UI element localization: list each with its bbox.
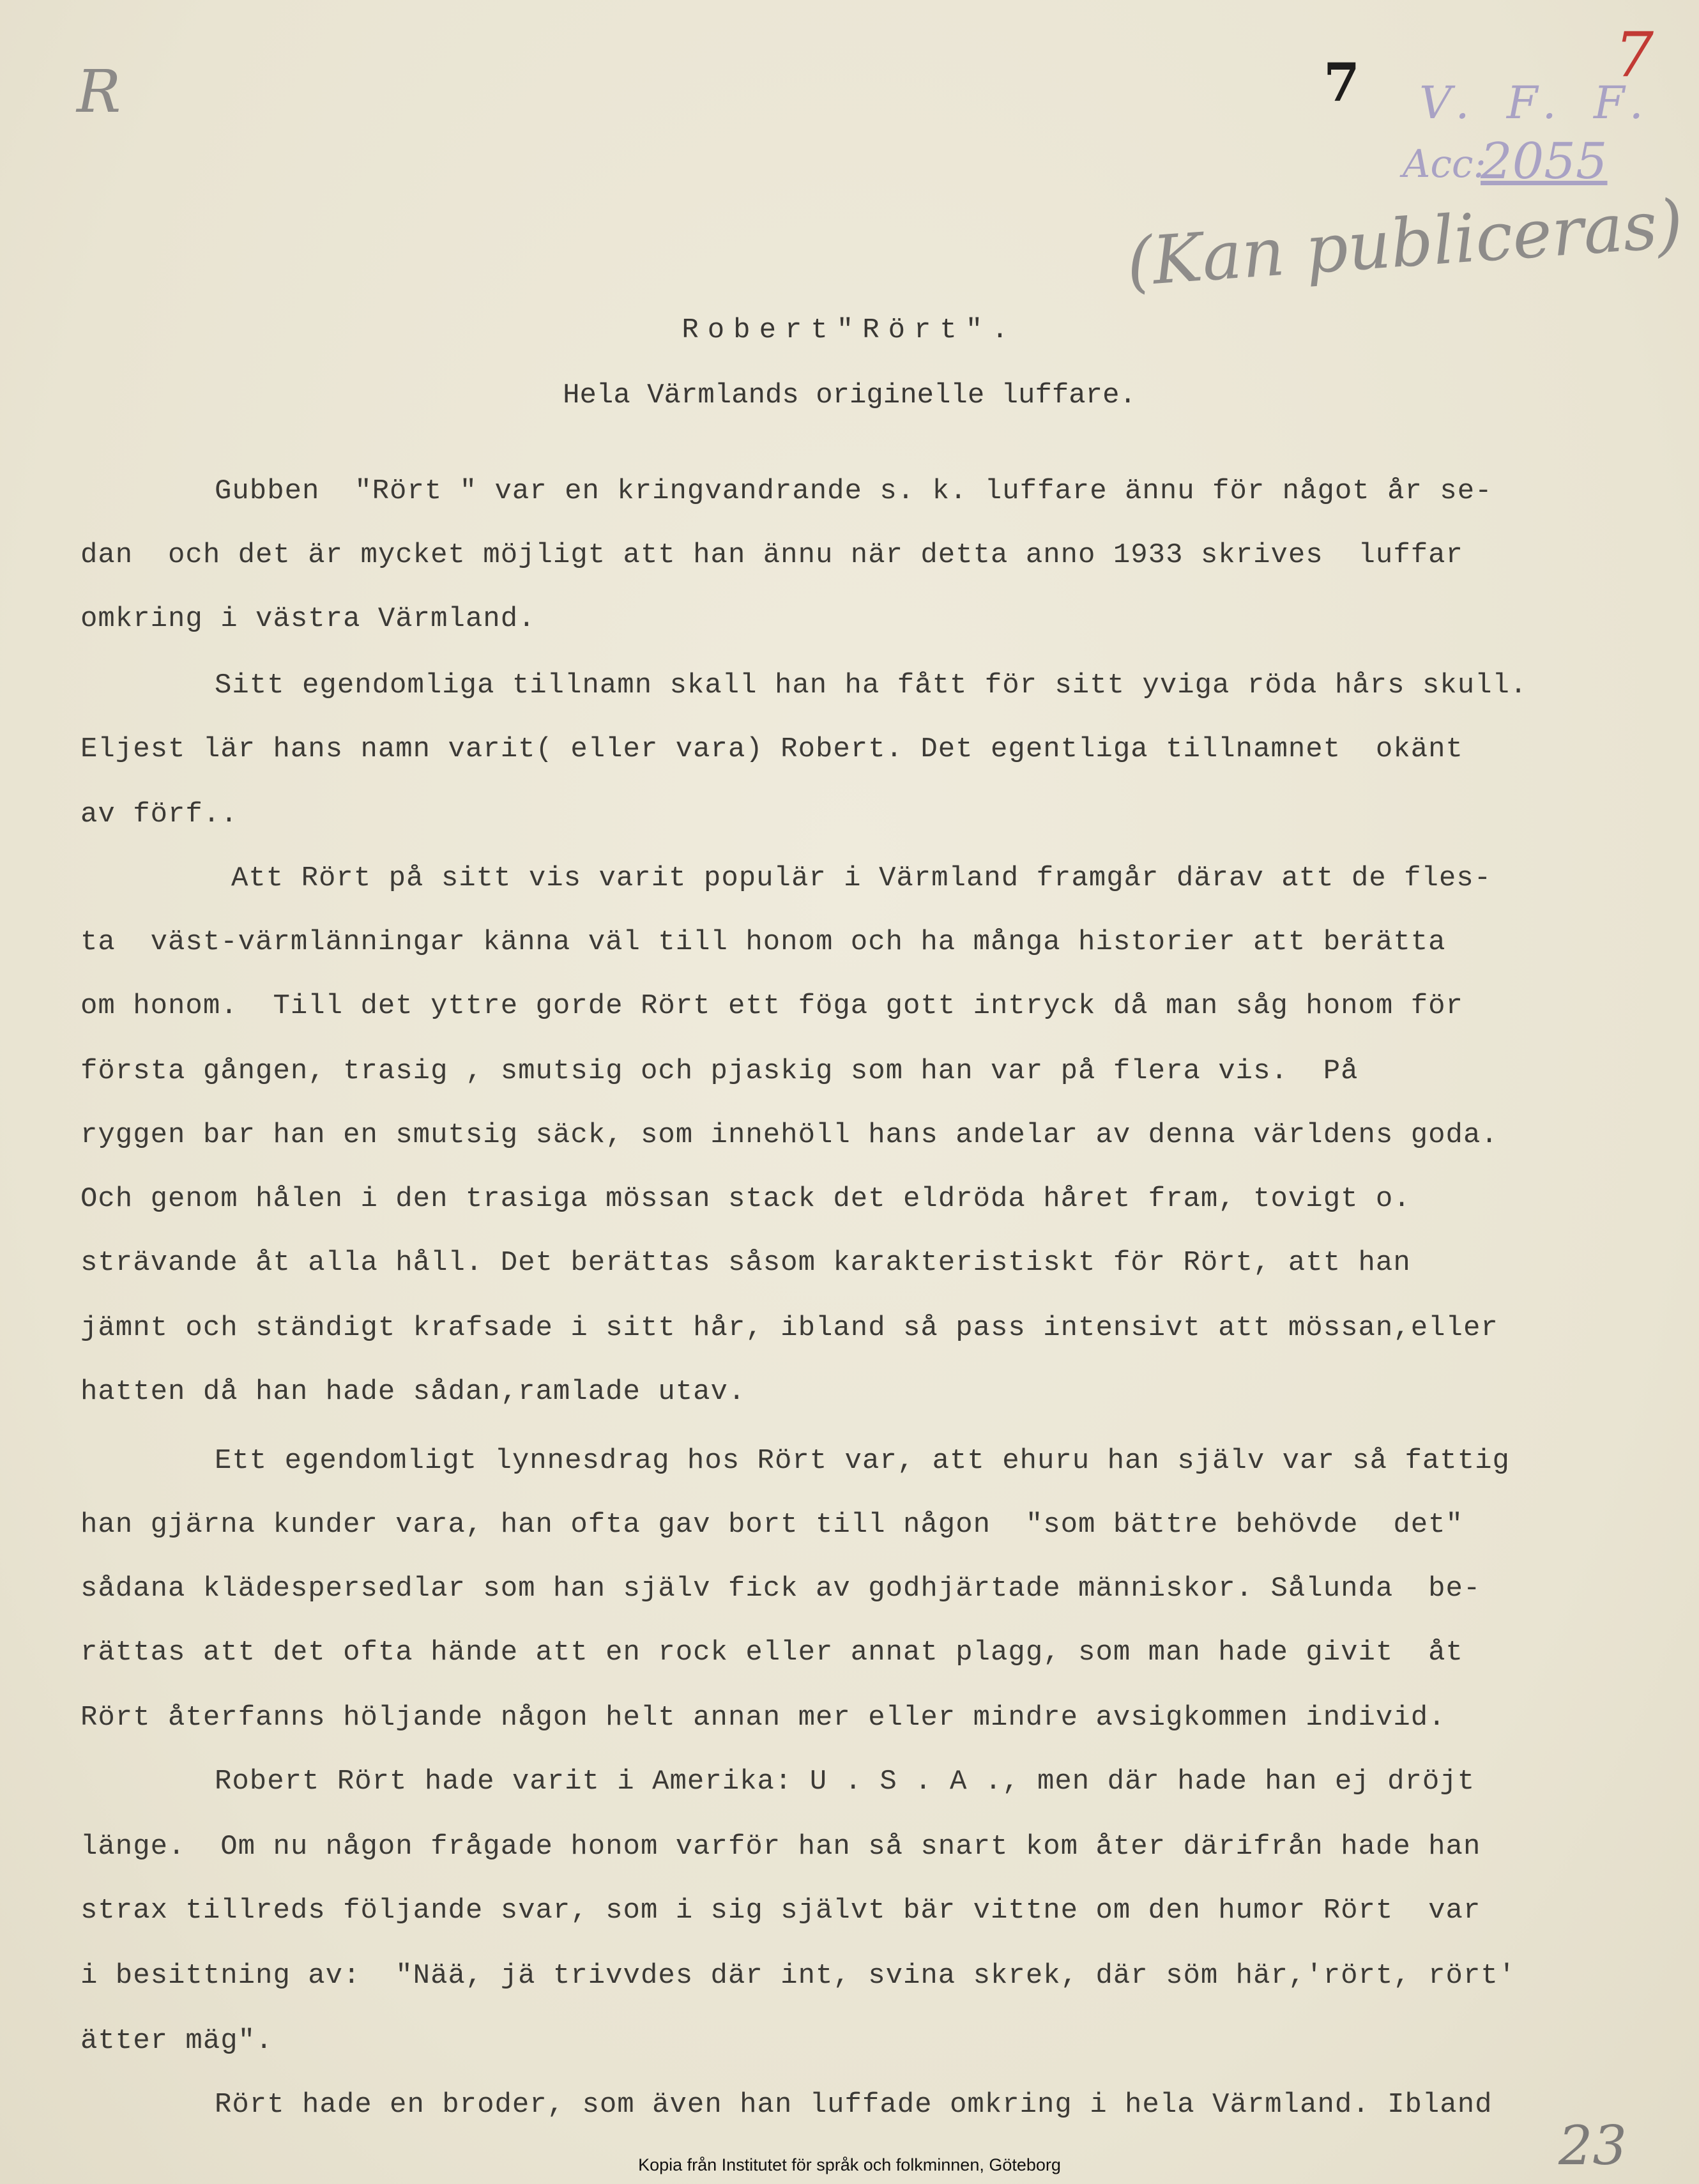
body-line: i besittning av: "Nää, jä trivvdes där int, svina skrek, där söm här,'rört, rört' — [80, 1960, 1516, 1992]
archive-stamp-vff: V. F. F. — [1419, 77, 1655, 129]
body-line: Eljest lär hans namn varit( eller vara) Robert. Det egentliga tillnamnet okänt — [80, 733, 1463, 765]
body-line: ryggen bar han en smutsig säck, som innehöll hans andelar av denna världens goda. — [80, 1119, 1498, 1151]
red-handwritten-number: 7 — [1615, 19, 1654, 91]
page-number: 7 — [1323, 52, 1360, 114]
body-line: dan och det är mycket möjligt att han ännu när detta anno 1933 skrives luffar — [80, 539, 1463, 571]
body-line: sådana klädespersedlar som han själv fick av godhjärtade människor. Sålunda be- — [80, 1573, 1481, 1605]
archive-footer-caption: Kopia från Institutet för språk och folkminnen, Göteborg — [638, 2155, 1061, 2174]
body-line: Rört hade en broder, som även han luffade omkring i hela Värmland. Ibland — [215, 2089, 1493, 2121]
archive-stamp-acc-number: 2055 — [1481, 133, 1608, 190]
document-title: Robert"Rört". — [682, 314, 1017, 346]
body-line: Och genom hålen i den trasiga mössan stack det eldröda håret fram, tovigt o. — [80, 1183, 1411, 1215]
body-line: Gubben "Rört " var en kringvandrande s. k. luffare ännu för något år se- — [215, 475, 1493, 507]
body-line: Att Rört på sitt vis varit populär i Värmland framgår därav att de fles- — [231, 862, 1492, 894]
body-line: strävande åt alla håll. Det berättas såsom karakteristiskt för Rört, att han — [80, 1247, 1411, 1279]
body-line: om honom. Till det yttre gorde Rört ett föga gott intryck då man såg honom för — [80, 990, 1463, 1022]
body-line: första gången, trasig , smutsig och pjaskig som han var på flera vis. På — [80, 1055, 1359, 1087]
body-line: strax tillreds följande svar, som i sig självt bär vittne om den humor Rört var — [80, 1895, 1481, 1927]
body-line: Robert Rört hade varit i Amerika: U . S . A ., men där hade han ej dröjt — [215, 1766, 1475, 1798]
body-line: av förf.. — [80, 798, 238, 830]
body-line: ta väst-värmlänningar känna väl till honom och ha många historier att berätta — [80, 926, 1446, 958]
body-line: ätter mäg". — [80, 2025, 273, 2057]
body-line: Rört återfanns höljande någon helt annan mer eller mindre avsigkommen individ. — [80, 1702, 1446, 1734]
body-line: rättas att det ofta hände att en rock eller annat plagg, som man hade givit åt — [80, 1637, 1463, 1669]
body-line: hatten då han hade sådan,ramlade utav. — [80, 1376, 746, 1408]
document-subtitle: Hela Värmlands originelle luffare. — [563, 379, 1136, 411]
body-line: Sitt egendomliga tillnamn skall han ha fått för sitt yviga röda hårs skull. — [215, 669, 1528, 701]
body-line: länge. Om nu någon frågade honom varför han så snart kom åter därifrån hade han — [80, 1831, 1481, 1863]
corner-handwritten-mark: R — [77, 57, 121, 126]
body-line: omkring i västra Värmland. — [80, 603, 536, 635]
archive-stamp-acc-label: Acc: — [1403, 142, 1486, 187]
bottom-handwritten-number: 23 — [1558, 2114, 1627, 2177]
body-line: jämnt och ständigt krafsade i sitt hår, ibland så pass intensivt att mössan,eller — [80, 1312, 1498, 1344]
handwritten-publish-note: (Kan publiceras) — [1124, 185, 1686, 302]
body-line: han gjärna kunder vara, han ofta gav bort till någon "som bättre behövde det" — [80, 1509, 1463, 1541]
body-line: Ett egendomligt lynnesdrag hos Rört var, att ehuru han själv var så fattig — [215, 1445, 1510, 1477]
